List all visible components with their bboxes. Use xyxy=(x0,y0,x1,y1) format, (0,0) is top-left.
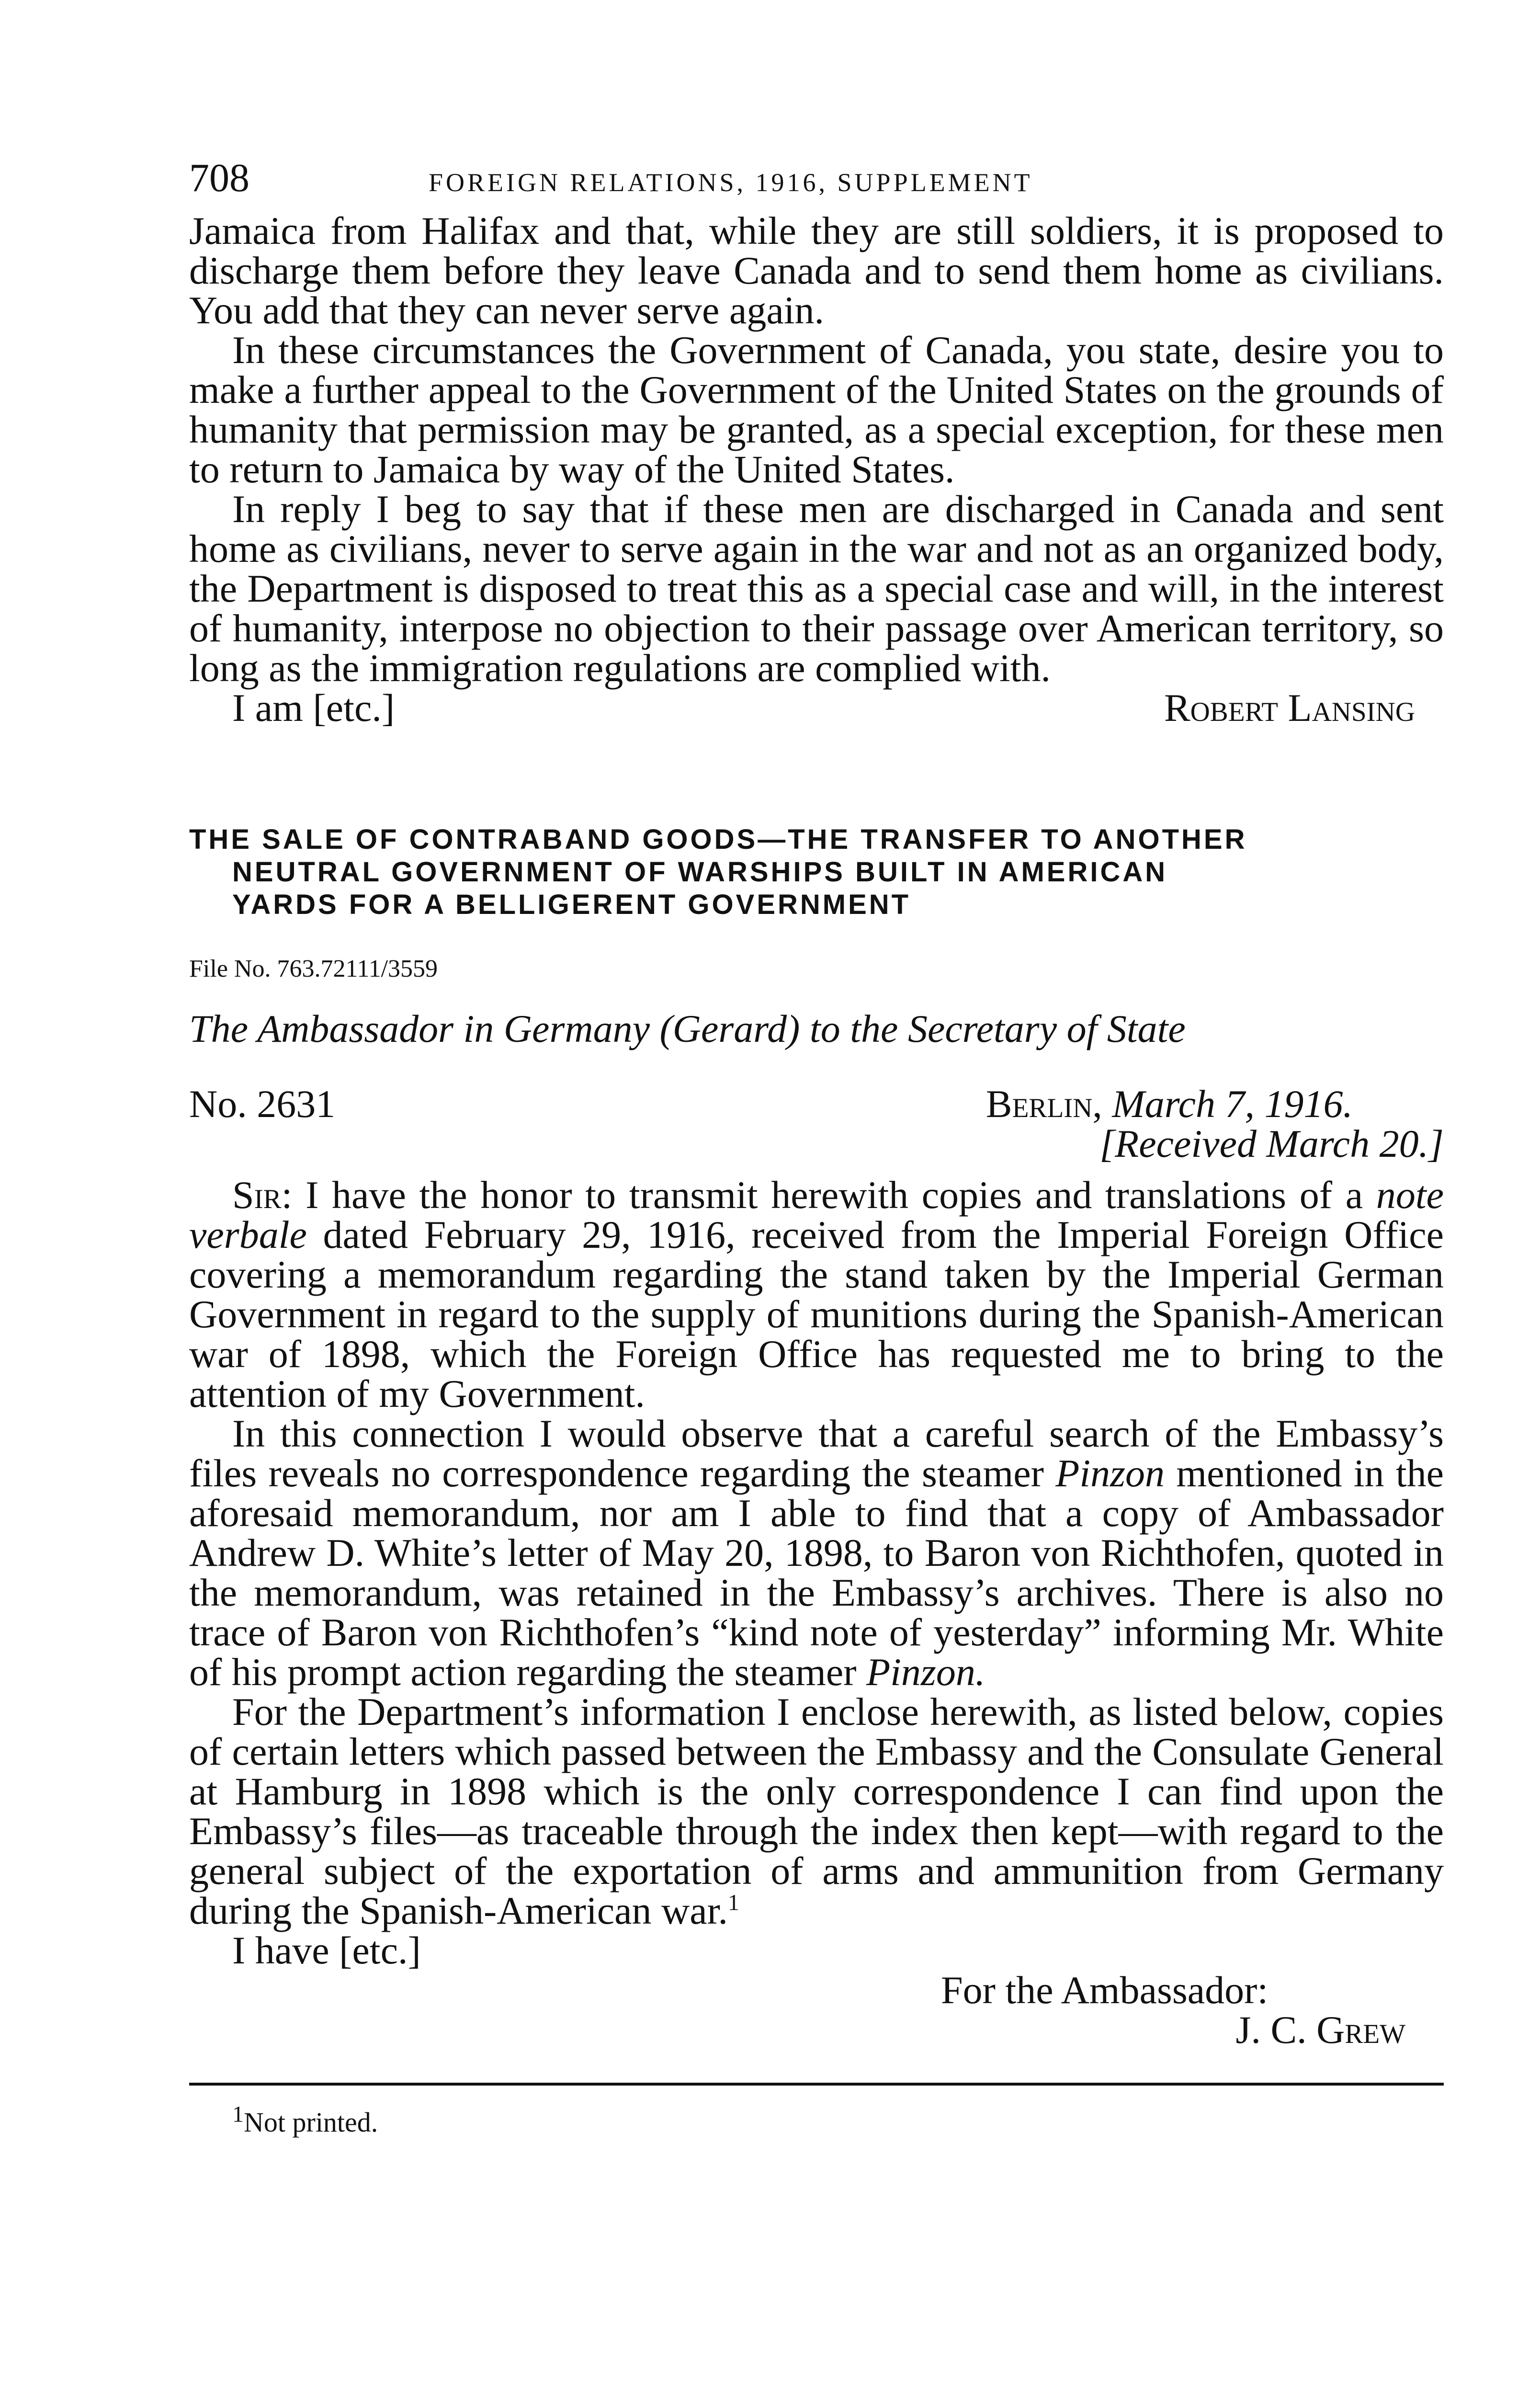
dateline xyxy=(189,1084,1444,1165)
salutation: Sir xyxy=(232,1173,282,1217)
continuation-text xyxy=(189,211,1444,688)
file-number: File No. 763.72111/3559 xyxy=(189,955,438,982)
dateline-place-date xyxy=(986,1084,1353,1124)
continuation-signer: Robert Lansing xyxy=(1164,686,1415,730)
page-number: 708 xyxy=(189,156,249,200)
running-head: FOREIGN RELATIONS, 1916, SUPPLEMENT xyxy=(429,168,1033,197)
letter-paragraph-1 xyxy=(189,1175,1444,1414)
letter-p1-rest: : I have the honor to transmit herewith copies and translations of a xyxy=(281,1173,1376,1217)
footnote-divider xyxy=(189,2083,1444,2086)
section-heading-line-1: THE SALE OF CONTRABAND GOODS—THE TRANSFER TO ANOTHER xyxy=(189,824,1247,855)
letter-closing: I have [etc.] xyxy=(232,1928,421,1972)
footnote-reference: 1 xyxy=(727,1890,739,1916)
section-heading-line-3: YARDS FOR A BELLIGERENT GOVERNMENT xyxy=(232,889,911,920)
section-heading xyxy=(189,823,1444,921)
received-date: [Received March 20.] xyxy=(1099,1122,1444,1165)
footnote-text: Not printed. xyxy=(244,2107,378,2138)
letter-p2-ship-2: Pinzon. xyxy=(866,1650,985,1694)
letter-p2-start: In this connection I would observe that a careful search of the Embassy’s files reveals no correspondence regarding the steamer xyxy=(189,1412,1444,1495)
footnote xyxy=(189,2101,1444,2138)
dateline-place: Berlin, xyxy=(985,1082,1102,1126)
continuation-closing-row xyxy=(189,688,1444,728)
letter-p2-ship: Pinzon xyxy=(1055,1451,1165,1495)
signature-for-line: For the Ambassador: xyxy=(941,1968,1268,2012)
letter-p3-text: For the Department’s information I enclose herewith, as listed below, copies of certain letters which passed between the Embassy and the Consulate General at Hamburg in 1898 which is the only correspondence I can find upon the Embassy’s files—as traceable through the index then kept—with regard to the general subject of the exportation of arms and ammunition from Germany during the Spanish-American war. xyxy=(189,1690,1444,1932)
document-title: The Ambassador in Germany (Gerard) to the Secretary of State xyxy=(189,1007,1186,1050)
continuation-paragraph-3: In reply I beg to say that if these men are discharged in Canada and sent home as civilians, never to serve again in the war and not as an organized body, the Department is disposed to treat this as a special case and will, in the interest of humanity, interpose no objection to their passage over American territory, so long as the immigration regulations are complied with. xyxy=(189,487,1444,690)
page-header xyxy=(189,158,1444,211)
letter-p2-mid: mentioned in the aforesaid memorandum, nor am I able to find that a copy of Ambassador Andrew D. White’s letter of May 20, 1898, to Baron von Richthofen, quoted in the memorandum, was retained in the Embassy’s archives. There is also no trace of Baron von Richthofen’s “kind note of yesterday” informing Mr. White of his prompt action regarding the steamer xyxy=(189,1451,1444,1694)
footnote-mark: 1 xyxy=(232,2101,244,2127)
signature-block xyxy=(189,1970,1444,2054)
letter-p1-end: dated February 29, 1916, received from the Imperial Foreign Office covering a memorandum regarding the stand taken by the Imperial German Government in regard to the supply of munitions during the Spanish-American war of 1898, which the Foreign Office has requested me to bring to the attention of my Government. xyxy=(189,1213,1444,1415)
dateline-date: March 7, 1916. xyxy=(1112,1082,1353,1126)
continuation-paragraph-2: In these circumstances the Government of Canada, you state, desire you to make a further appeal to the Government of the United States on the grounds of humanity that permission may be granted, as a special exception, for these men to return to Jamaica by way of the United States. xyxy=(189,328,1444,491)
section-heading-line-2: NEUTRAL GOVERNMENT OF WARSHIPS BUILT IN AMERICAN xyxy=(232,856,1168,888)
continuation-closing: I am [etc.] xyxy=(232,686,395,730)
page xyxy=(189,158,1444,2138)
continuation-paragraph-1: Jamaica from Halifax and that, while they are still soldiers, it is proposed to discharge them before they leave Canada and to send them home as civilians. You add that they can never serve again. xyxy=(189,209,1444,332)
letter-p1-italic: note verbale xyxy=(189,1173,1444,1256)
letter-body xyxy=(189,1175,1444,1970)
dispatch-number: No. 2631 xyxy=(189,1082,336,1126)
signature-name: J. C. Grew xyxy=(1235,2008,1405,2052)
letter-paragraph-3 xyxy=(189,1692,1444,1930)
letter-paragraph-2 xyxy=(189,1414,1444,1692)
